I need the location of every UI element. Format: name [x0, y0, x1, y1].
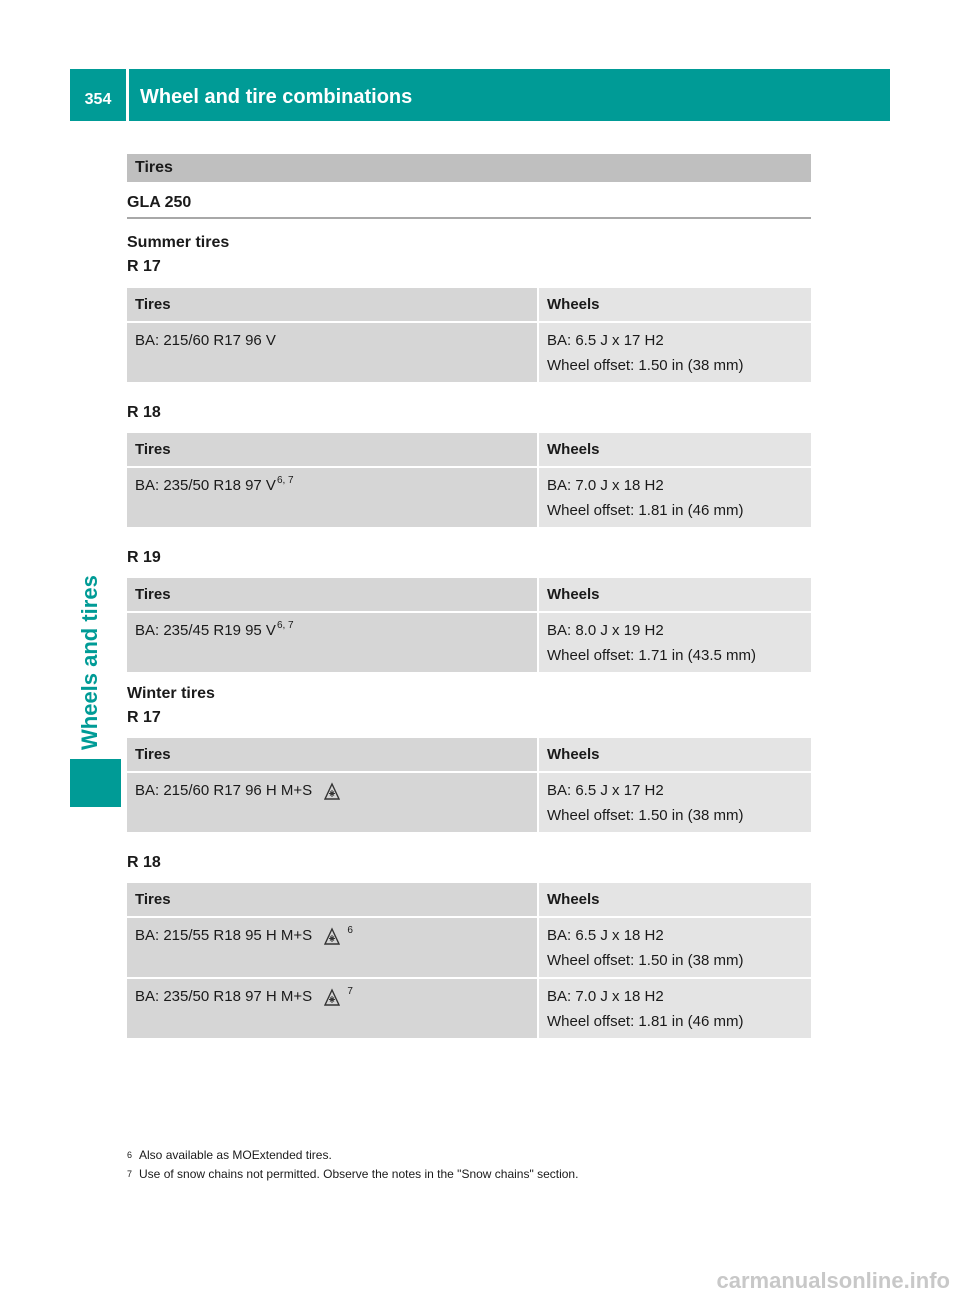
col-tires: Tires [127, 738, 539, 771]
page-header [70, 69, 890, 121]
tire-cell [127, 977, 539, 1038]
table-header-row [127, 738, 811, 771]
footnote-ref: 6 [347, 925, 353, 936]
wheel-offset: Wheel offset: 1.50 in (38 mm) [547, 357, 744, 374]
footnote [127, 1146, 578, 1165]
tire-spec: BA: 215/60 R17 96 V [135, 332, 276, 349]
summer-r19-table [127, 578, 811, 672]
table-header-row [127, 288, 811, 321]
col-tires: Tires [127, 433, 539, 466]
footnote-number: 7 [127, 1169, 133, 1179]
tire-cell [127, 466, 539, 527]
summer-r17-table [127, 288, 811, 382]
footnotes [127, 1146, 578, 1184]
table-row [127, 466, 811, 527]
footnote-ref: 6, 7 [276, 620, 294, 631]
side-tab-marker [70, 759, 121, 807]
winter-r17-heading: R 17 [127, 709, 161, 726]
footnote-number: 6 [127, 1150, 133, 1160]
wheel-spec: BA: 7.0 J x 18 H2 [547, 988, 664, 1005]
tire-spec: BA: 235/50 R18 97 H M+S [135, 988, 313, 1005]
footnote-text: Also available as MOExtended tires. [139, 1148, 332, 1162]
wheel-cell [539, 466, 811, 527]
model-heading: GLA 250 [127, 194, 811, 219]
wheel-offset: Wheel offset: 1.50 in (38 mm) [547, 807, 744, 824]
wheel-cell [539, 611, 811, 672]
table-header-row [127, 433, 811, 466]
tire-cell [127, 916, 539, 977]
tire-spec: BA: 215/60 R17 96 H M+S [135, 782, 313, 799]
page-content [127, 154, 811, 1038]
col-wheels: Wheels [539, 288, 811, 321]
snowflake-mountain-icon [324, 782, 340, 800]
tire-cell [127, 611, 539, 672]
wheel-offset: Wheel offset: 1.50 in (38 mm) [547, 952, 744, 969]
winter-r17-table [127, 738, 811, 832]
table-header-row [127, 883, 811, 916]
footnote [127, 1165, 578, 1184]
tire-spec: BA: 235/45 R19 95 V [135, 622, 276, 639]
wheel-cell [539, 321, 811, 382]
col-tires: Tires [127, 578, 539, 611]
table-row [127, 321, 811, 382]
footnote-ref: 6, 7 [276, 475, 294, 486]
col-tires: Tires [127, 883, 539, 916]
table-row [127, 611, 811, 672]
col-wheels: Wheels [539, 738, 811, 771]
tire-spec: BA: 215/55 R18 95 H M+S [135, 927, 313, 944]
wheel-spec: BA: 6.5 J x 17 H2 [547, 782, 664, 799]
col-wheels: Wheels [539, 883, 811, 916]
footnote-ref: 7 [347, 986, 353, 997]
table-row [127, 916, 811, 977]
tire-cell [127, 321, 539, 382]
col-tires: Tires [127, 288, 539, 321]
wheel-offset: Wheel offset: 1.71 in (43.5 mm) [547, 647, 756, 664]
footnote-text: Use of snow chains not permitted. Observe the notes in the "Snow chains" section. [139, 1167, 579, 1181]
summer-r18-heading: R 18 [127, 404, 161, 421]
wheel-spec: BA: 7.0 J x 18 H2 [547, 477, 664, 494]
col-wheels: Wheels [539, 578, 811, 611]
wheel-spec: BA: 8.0 J x 19 H2 [547, 622, 664, 639]
wheel-spec: BA: 6.5 J x 18 H2 [547, 927, 664, 944]
summer-r17-heading: R 17 [127, 258, 161, 275]
side-tab-label: Wheels and tires [77, 575, 102, 750]
table-header-row [127, 578, 811, 611]
watermark: carmanualsonline.info [716, 1268, 950, 1293]
page-title: Wheel and tire combinations [140, 85, 413, 108]
wheel-cell [539, 916, 811, 977]
page-number: 354 [84, 91, 112, 108]
table-row [127, 771, 811, 832]
tire-cell [127, 771, 539, 832]
section-bar: Tires [127, 154, 811, 182]
col-wheels: Wheels [539, 433, 811, 466]
summer-r19-heading: R 19 [127, 549, 161, 566]
wheel-offset: Wheel offset: 1.81 in (46 mm) [547, 1013, 744, 1030]
summer-r18-table [127, 433, 811, 527]
winter-r18-heading: R 18 [127, 854, 161, 871]
wheel-offset: Wheel offset: 1.81 in (46 mm) [547, 502, 744, 519]
tire-spec: BA: 235/50 R18 97 V [135, 477, 276, 494]
wheel-cell [539, 771, 811, 832]
table-row [127, 977, 811, 1038]
winter-tires-heading: Winter tires [127, 685, 215, 702]
wheel-cell [539, 977, 811, 1038]
wheel-spec: BA: 6.5 J x 17 H2 [547, 332, 664, 349]
side-tab [77, 575, 117, 750]
summer-tires-heading: Summer tires [127, 234, 230, 251]
snowflake-mountain-icon [324, 988, 340, 1006]
winter-r18-table [127, 883, 811, 1038]
snowflake-mountain-icon [324, 927, 340, 945]
